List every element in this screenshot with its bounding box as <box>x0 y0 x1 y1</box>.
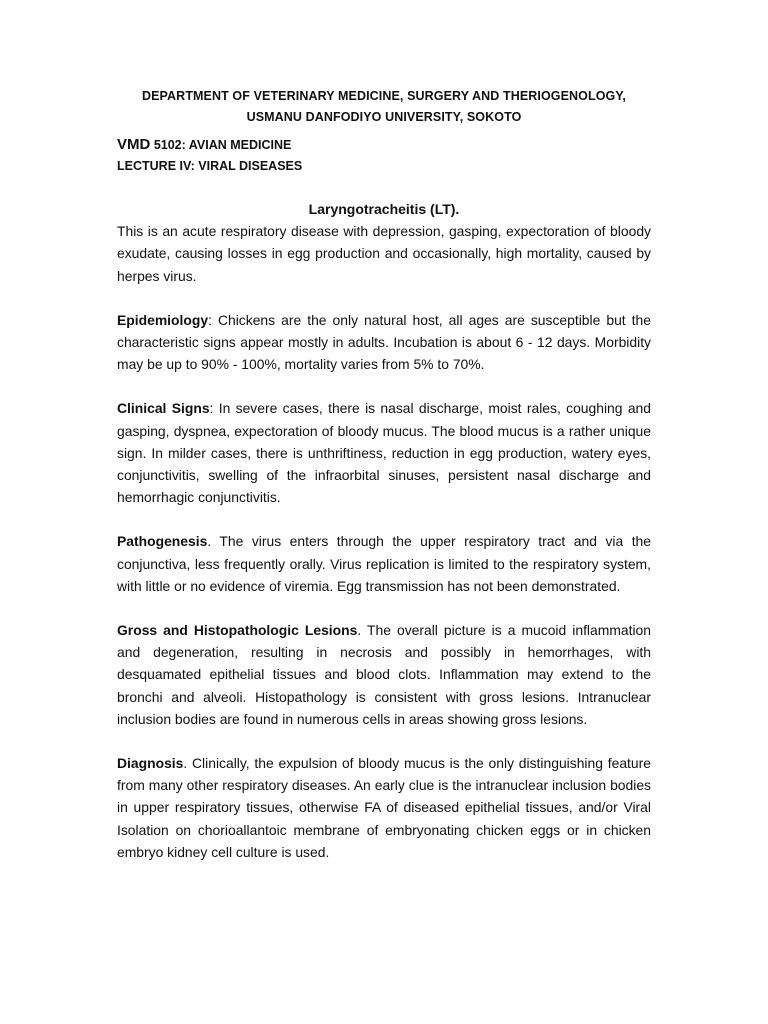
paragraph-text: . Clinically, the expulsion of bloody mucus is the only distinguishing feature from many other respiratory diseases. An early clue is the intranuclear inclusion bodies in upper respiratory tissues, otherwise FA of diseased epithelial tissues, and/or Viral Isolation on chorioallantoic membrane of embryonating chicken eggs or in chicken embryo kidney cell culture is used. <box>117 755 651 860</box>
department-header <box>0 86 768 128</box>
lesions-paragraph <box>117 619 651 730</box>
paragraph-text: . The virus enters through the upper respiratory tract and via the conjunctiva, less frequently orally. Virus replication is limited to the respiratory system, with little or no evidence of viremia. Egg transmission has not been demonstrated. <box>117 533 651 594</box>
lecture-title: LECTURE IV: VIRAL DISEASES <box>117 159 303 173</box>
course-name: 5102: AVIAN MEDICINE <box>150 138 292 152</box>
intro-paragraph: This is an acute respiratory disease with depression, gasping, expectoration of bloody exudate, causing losses in egg production and occasionally, high mortality, caused by herpes virus. <box>117 223 651 284</box>
epidemiology-paragraph <box>117 309 651 376</box>
course-code: VMD <box>117 136 151 153</box>
paragraph-heading: Clinical Signs <box>117 400 210 417</box>
university-name: USMANU DANFODIYO UNIVERSITY, SOKOTO <box>246 110 522 124</box>
clinical-signs-paragraph <box>117 397 651 508</box>
paragraph-text: . The overall picture is a mucoid inflammation and degeneration, resulting in necrosis and possibly in hemorrhages, with desquamated epithelial tissues and blood clots. Inflammation may extend to the bronchi and alveoli. Histopathology is consistent with gross lesions. Intranuclear inclusion bodies are found in numerous cells in areas showing gross lesions. <box>117 622 652 727</box>
paragraph-heading: Diagnosis <box>117 755 184 772</box>
course-title <box>117 136 291 153</box>
paragraph-heading: Epidemiology <box>117 311 209 328</box>
paragraph-heading: Gross and Histopathologic Lesions <box>117 622 358 639</box>
department-name: DEPARTMENT OF VETERINARY MEDICINE, SURGERY AND THERIOGENOLOGY, <box>141 89 627 103</box>
paragraph-text: : Chickens are the only natural host, all ages are susceptible but the characteristic signs appear mostly in adults. Incubation is about 6 - 12 days. Morbidity may be up to 90% - 100%, mortality varies from 5% to 70%. <box>117 311 651 373</box>
diagnosis-paragraph <box>117 752 651 863</box>
pathogenesis-paragraph <box>117 530 651 597</box>
section-title: Laryngotracheitis (LT). <box>308 201 460 217</box>
document-body <box>117 198 651 885</box>
paragraph-heading: Pathogenesis <box>117 533 208 550</box>
paragraph-text: : In severe cases, there is nasal discharge, moist rales, coughing and gasping, dyspnea, expectoration of bloody mucus. The blood mucus is a rather unique sign. In milder cases, there is unthriftiness, reduction in egg production, watery eyes, conjunctivitis, swelling of the infraorbital sinuses, persistent nasal discharge and hemorrhagic conjunctivitis. <box>117 400 651 506</box>
